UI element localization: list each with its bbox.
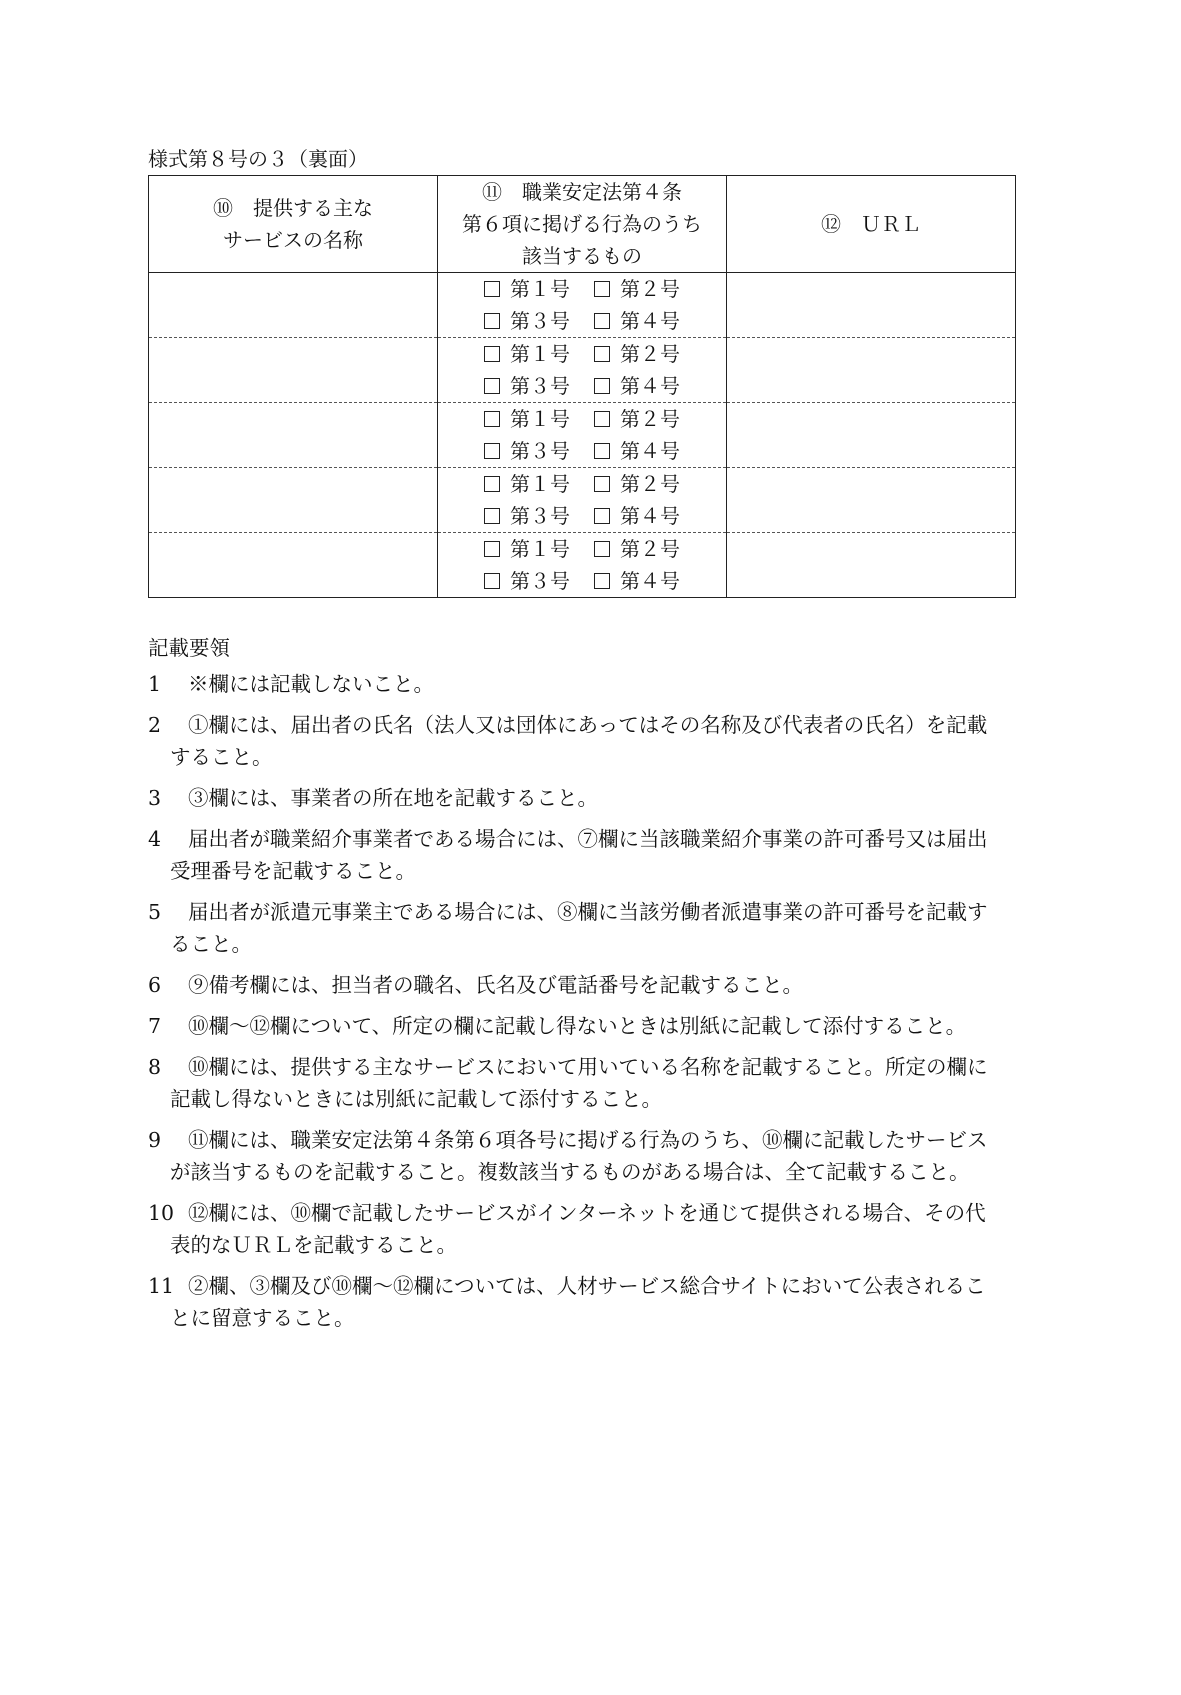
- instruction-text: とに留意すること。: [170, 1306, 355, 1330]
- checkbox-icon[interactable]: [594, 378, 610, 394]
- checkbox-icon[interactable]: [484, 443, 500, 459]
- table-row: [149, 273, 1016, 338]
- form-title: 様式第８号の３（裏面）: [148, 147, 368, 171]
- instruction-item: [148, 1270, 1018, 1334]
- checkbox-icon[interactable]: [484, 378, 500, 394]
- instruction-item: [148, 709, 1018, 773]
- applicable-acts-cell: [438, 273, 727, 338]
- instructions-section: [148, 632, 1018, 1343]
- option-checkbox-item[interactable]: [484, 305, 570, 337]
- checkbox-icon[interactable]: [484, 508, 500, 524]
- table-row: [149, 338, 1016, 403]
- option-line: [438, 305, 726, 337]
- instruction-number: 9: [148, 1128, 162, 1152]
- instruction-line: [148, 1156, 1018, 1188]
- instruction-line: [148, 1124, 1018, 1156]
- checkbox-icon[interactable]: [594, 411, 610, 427]
- option-checkbox-item[interactable]: [594, 338, 680, 370]
- option-label: 第１号: [510, 407, 570, 431]
- header-line: ⑫ ＵＲＬ: [821, 212, 921, 236]
- header-line: ⑪ 職業安定法第４条: [482, 180, 682, 204]
- checkbox-icon[interactable]: [484, 411, 500, 427]
- instruction-text: ⑩欄には、提供する主なサービスにおいて用いている名称を記載すること。所定の欄に: [188, 1055, 988, 1079]
- instruction-line: [148, 823, 1018, 855]
- table-row: [149, 468, 1016, 533]
- url-cell[interactable]: [727, 273, 1016, 338]
- option-checkbox-item[interactable]: [484, 273, 570, 305]
- instruction-text: 受理番号を記載すること。: [170, 859, 416, 883]
- option-checkbox-item[interactable]: [484, 338, 570, 370]
- instruction-line: [148, 741, 1018, 773]
- instruction-line: [148, 782, 1018, 814]
- checkbox-icon[interactable]: [484, 573, 500, 589]
- header-line: ⑩ 提供する主な: [213, 196, 373, 220]
- service-table: [148, 175, 1016, 598]
- checkbox-icon[interactable]: [594, 443, 610, 459]
- instruction-text: 届出者が職業紹介事業者である場合には、⑦欄に当該職業紹介事業の許可番号又は届出: [188, 827, 988, 851]
- checkbox-icon[interactable]: [594, 313, 610, 329]
- instruction-line: [148, 1270, 1018, 1302]
- applicable-acts-cell: [438, 468, 727, 533]
- instruction-line: [148, 1229, 1018, 1261]
- instruction-text: ⑨備考欄には、担当者の職名、氏名及び電話番号を記載すること。: [188, 973, 803, 997]
- instruction-line: [148, 855, 1018, 887]
- option-label: 第２号: [620, 407, 680, 431]
- checkbox-icon[interactable]: [594, 508, 610, 524]
- option-checkbox-item[interactable]: [594, 533, 680, 565]
- applicable-acts-cell: [438, 338, 727, 403]
- instruction-item: [148, 1051, 1018, 1115]
- option-label: 第１号: [510, 342, 570, 366]
- option-checkbox-item[interactable]: [594, 565, 680, 597]
- option-label: 第３号: [510, 504, 570, 528]
- option-checkbox-item[interactable]: [484, 565, 570, 597]
- option-checkbox-item[interactable]: [594, 305, 680, 337]
- option-label: 第１号: [510, 277, 570, 301]
- service-name-cell[interactable]: [149, 533, 438, 598]
- instruction-number: 5: [148, 900, 162, 924]
- option-checkbox-item[interactable]: [484, 533, 570, 565]
- option-checkbox-item[interactable]: [484, 403, 570, 435]
- instruction-line: [148, 668, 1018, 700]
- option-line: [438, 533, 726, 565]
- instruction-text: 表的なＵＲＬを記載すること。: [170, 1233, 457, 1257]
- option-line: [438, 403, 726, 435]
- instruction-number: 3: [148, 786, 162, 810]
- instruction-number: 6: [148, 973, 162, 997]
- header-line: 第６項に掲げる行為のうち: [462, 212, 702, 236]
- option-checkbox-item[interactable]: [484, 435, 570, 467]
- option-line: [438, 273, 726, 305]
- header-url: [727, 176, 1016, 273]
- instruction-number: 8: [148, 1055, 162, 1079]
- instruction-number: 10: [148, 1201, 175, 1225]
- service-name-cell[interactable]: [149, 338, 438, 403]
- url-cell[interactable]: [727, 468, 1016, 533]
- instruction-line: [148, 1197, 1018, 1229]
- instruction-item: [148, 1197, 1018, 1261]
- option-label: 第１号: [510, 472, 570, 496]
- option-label: 第２号: [620, 342, 680, 366]
- instruction-text: ⑫欄には、⑩欄で記載したサービスがインターネットを通じて提供される場合、その代: [188, 1201, 986, 1225]
- option-line: [438, 435, 726, 467]
- option-label: 第４号: [620, 374, 680, 398]
- option-line: [438, 500, 726, 532]
- instruction-number: 4: [148, 827, 162, 851]
- option-checkbox-item[interactable]: [594, 500, 680, 532]
- option-label: 第４号: [620, 569, 680, 593]
- option-label: 第３号: [510, 309, 570, 333]
- option-checkbox-item[interactable]: [484, 500, 570, 532]
- instruction-line: [148, 1010, 1018, 1042]
- option-line: [438, 468, 726, 500]
- option-checkbox-item[interactable]: [594, 435, 680, 467]
- instruction-line: [148, 1083, 1018, 1115]
- option-label: 第４号: [620, 504, 680, 528]
- header-applicable-acts: [438, 176, 727, 273]
- option-checkbox-item[interactable]: [594, 468, 680, 500]
- url-cell[interactable]: [727, 403, 1016, 468]
- checkbox-icon[interactable]: [594, 541, 610, 557]
- instruction-item: [148, 668, 1018, 700]
- header-line: 該当するもの: [522, 244, 642, 268]
- option-label: 第２号: [620, 537, 680, 561]
- instruction-line: [148, 709, 1018, 741]
- instruction-number: 2: [148, 713, 162, 737]
- instruction-text: ②欄、③欄及び⑩欄～⑫欄については、人材サービス総合サイトにおいて公表されるこ: [188, 1274, 986, 1298]
- checkbox-icon[interactable]: [484, 346, 500, 362]
- instruction-text: ⑩欄～⑫欄について、所定の欄に記載し得ないときは別紙に記載して添付すること。: [188, 1014, 967, 1038]
- instruction-line: [148, 1051, 1018, 1083]
- option-line: [438, 565, 726, 597]
- option-checkbox-item[interactable]: [594, 403, 680, 435]
- option-label: 第３号: [510, 374, 570, 398]
- instruction-line: [148, 969, 1018, 1001]
- instruction-item: [148, 782, 1018, 814]
- instruction-line: [148, 896, 1018, 928]
- header-service-name: [149, 176, 438, 273]
- checkbox-icon[interactable]: [594, 281, 610, 297]
- option-label: 第１号: [510, 537, 570, 561]
- instruction-line: [148, 928, 1018, 960]
- table-row: [149, 403, 1016, 468]
- option-label: 第２号: [620, 277, 680, 301]
- instruction-text: 届出者が派遣元事業主である場合には、⑧欄に当該労働者派遣事業の許可番号を記載す: [188, 900, 988, 924]
- option-label: 第４号: [620, 309, 680, 333]
- instruction-number: 11: [148, 1274, 175, 1298]
- instructions-list: [148, 668, 1018, 1334]
- option-checkbox-item[interactable]: [484, 370, 570, 402]
- option-label: 第４号: [620, 439, 680, 463]
- url-cell[interactable]: [727, 533, 1016, 598]
- option-checkbox-item[interactable]: [484, 468, 570, 500]
- applicable-acts-cell: [438, 403, 727, 468]
- instruction-text: すること。: [170, 745, 273, 769]
- option-checkbox-item[interactable]: [594, 370, 680, 402]
- checkbox-icon[interactable]: [594, 476, 610, 492]
- option-label: 第３号: [510, 569, 570, 593]
- instruction-text: ③欄には、事業者の所在地を記載すること。: [188, 786, 598, 810]
- option-line: [438, 370, 726, 402]
- checkbox-icon[interactable]: [484, 313, 500, 329]
- table-header-row: [149, 176, 1016, 273]
- instruction-text: が該当するものを記載すること。複数該当するものがある場合は、全て記載すること。: [170, 1160, 970, 1184]
- instruction-line: [148, 1302, 1018, 1334]
- header-line: サービスの名称: [223, 228, 363, 252]
- service-name-cell[interactable]: [149, 273, 438, 338]
- service-name-cell[interactable]: [149, 403, 438, 468]
- instruction-text: ること。: [170, 932, 252, 956]
- instruction-text: ①欄には、届出者の氏名（法人又は団体にあってはその名称及び代表者の氏名）を記載: [188, 713, 988, 737]
- option-label: 第２号: [620, 472, 680, 496]
- instruction-text: ※欄には記載しないこと。: [188, 672, 434, 696]
- instruction-text: ⑪欄には、職業安定法第４条第６項各号に掲げる行為のうち、⑩欄に記載したサービス: [188, 1128, 988, 1152]
- checkbox-icon[interactable]: [594, 346, 610, 362]
- checkbox-icon[interactable]: [594, 573, 610, 589]
- service-name-cell[interactable]: [149, 468, 438, 533]
- instruction-number: 7: [148, 1014, 162, 1038]
- instruction-item: [148, 1124, 1018, 1188]
- instruction-item: [148, 823, 1018, 887]
- instruction-item: [148, 1010, 1018, 1042]
- instruction-text: 記載し得ないときには別紙に記載して添付すること。: [170, 1087, 662, 1111]
- applicable-acts-cell: [438, 533, 727, 598]
- url-cell[interactable]: [727, 338, 1016, 403]
- instruction-item: [148, 969, 1018, 1001]
- checkbox-icon[interactable]: [484, 281, 500, 297]
- table-row: [149, 533, 1016, 598]
- option-checkbox-item[interactable]: [594, 273, 680, 305]
- checkbox-icon[interactable]: [484, 541, 500, 557]
- checkbox-icon[interactable]: [484, 476, 500, 492]
- instructions-heading: 記載要領: [148, 636, 230, 660]
- instruction-number: 1: [148, 672, 162, 696]
- option-line: [438, 338, 726, 370]
- option-label: 第３号: [510, 439, 570, 463]
- instruction-item: [148, 896, 1018, 960]
